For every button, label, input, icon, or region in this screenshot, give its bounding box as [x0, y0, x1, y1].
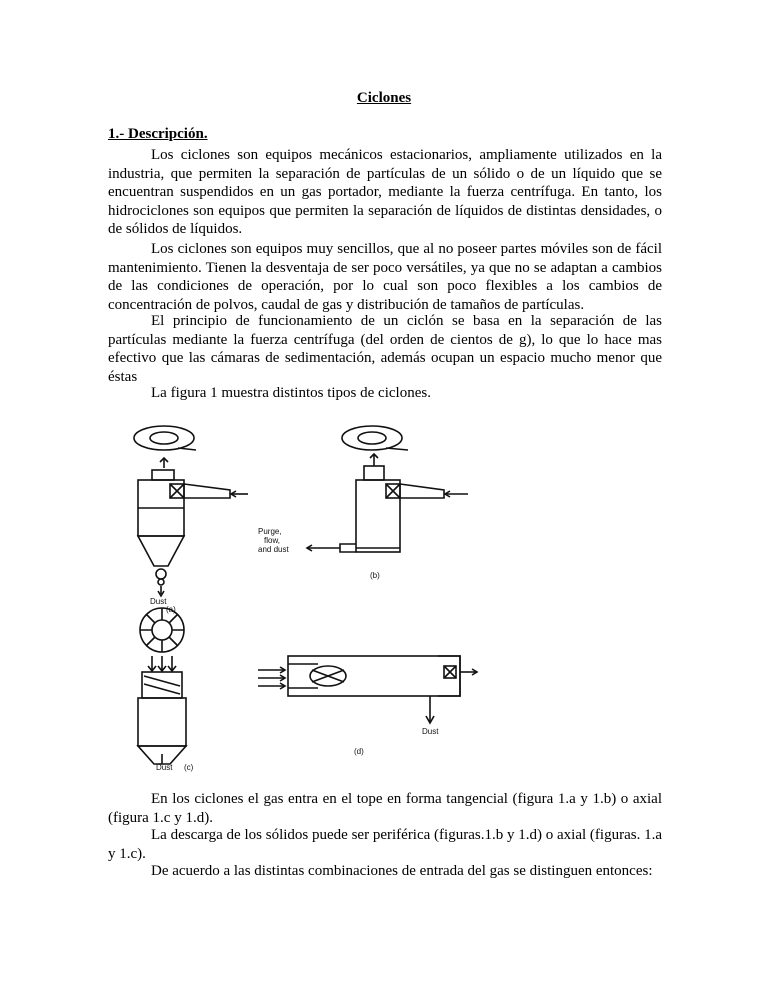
paragraph-3: El principio de funcionamiento de un ciclón se basa en la separación de las partículas mediante la fuerza centrífuga (del orden de cientos de g), lo que lo hace mas efectivo que las cámaras de sedimentación, además ocupan un espacio mucho menor que éstas — [108, 313, 662, 385]
label-dust-a: Dust — [150, 597, 167, 606]
label-a: (a) — [166, 605, 176, 614]
paragraph-7: De acuerdo a las distintas combinaciones de entrada del gas se distinguen entonces: — [151, 863, 653, 879]
cyclone-diagram — [108, 418, 480, 773]
label-dust-c: Dust — [156, 763, 173, 772]
figure-cyclone-types — [108, 418, 480, 773]
paragraph-4: La figura 1 muestra distintos tipos de ciclones. — [151, 385, 431, 401]
paragraph-5: En los ciclones el gas entra en el tope en forma tangencial (figura 1.a y 1.b) o axial (figura 1.c y 1.d). — [108, 791, 662, 826]
label-dust-d: Dust — [422, 727, 439, 736]
paragraph-6: La descarga de los sólidos puede ser periférica (figuras.1.b y 1.d) o axial (figuras. 1.a y 1.c). — [108, 827, 662, 862]
section-heading: 1.- Descripción. — [108, 126, 208, 142]
paragraph-2: Los ciclones son equipos muy sencillos, que al no poseer partes móviles son de fácil mantenimiento. Tienen la desventaja de ser poco versátiles, ya que no se adaptan a cambios de las condiciones de operación, por lo cual son poco flexibles a los cambios de concentración de polvos, caudal de gas y distribución de tamaños de partículas. — [108, 241, 662, 313]
paragraph-1: Los ciclones son equipos mecánicos estacionarios, ampliamente utilizados en la industria, que permiten la separación de partículas de un sólido o de un líquido que se encuentran suspendidos en un gas portador, mediante la fuerza centrífuga. En tanto, los hidrociclones son equipos que permiten la separación de líquidos de distintas densidades, o de sólidos de líquidos. — [108, 147, 662, 237]
label-purge-3: and dust — [258, 545, 289, 554]
label-b: (b) — [370, 571, 380, 580]
label-c: (c) — [184, 763, 194, 772]
page-title: Ciclones — [356, 90, 412, 106]
label-d: (d) — [354, 747, 364, 756]
label-purge-1: Purge, — [258, 527, 282, 536]
label-purge-2: flow, — [264, 536, 281, 545]
